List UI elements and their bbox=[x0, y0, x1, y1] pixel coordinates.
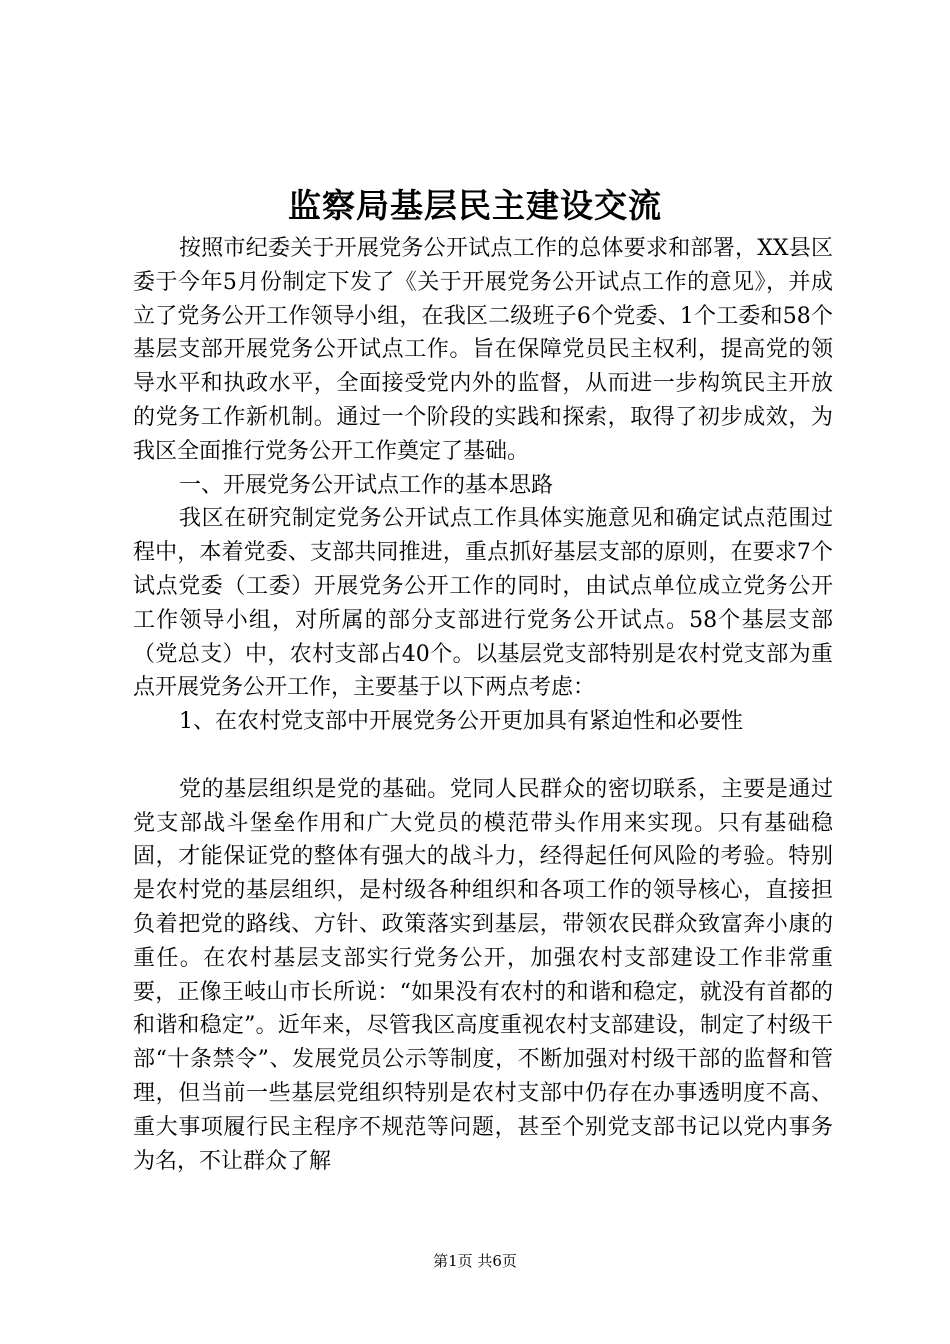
paragraph-intro: 按照市纪委关于开展党务公开试点工作的总体要求和部署，XX县区委于今年5月份制定下发了《关于开展党务公开试点工作的意见》，并成立了党务公开工作领导小组，在我区二级班子6个党委、1个工委和58个基层支部开展党务公开试点工作。旨在保障党员民主权利，提高党的领导水平和执政水平，全面接受党内外的监督，从而进一步构筑民主开放的党务工作新机制。通过一个阶段的实践和探索，取得了初步成效，为我区全面推行党务公开工作奠定了基础。 bbox=[133, 236, 833, 464]
document-body bbox=[133, 232, 833, 1178]
paragraph-approach: 我区在研究制定党务公开试点工作具体实施意见和确定试点范围过程中，本着党委、支部共同推进，重点抓好基层支部的原则，在要求7个试点党委（工委）开展党务公开工作的同时，由试点单位成立党务公开工作领导小组，对所属的部分支部进行党务公开试点。58个基层支部（党总支）中，农村支部占40个。以基层党支部特别是农村党支部为重点开展党务公开工作，主要基于以下两点考虑： bbox=[133, 506, 833, 701]
paragraph-rural-branches: 党的基层组织是党的基础。党同人民群众的密切联系，主要是通过党支部战斗堡垒作用和广大党员的模范带头作用来实现。只有基础稳固，才能保证党的整体有强大的战斗力，经得起任何风险的考验。特别是农村党的基层组织，是村级各种组织和各项工作的领导核心，直接担负着把党的路线、方针、政策落实到基层，带领农民群众致富奔小康的重任。在农村基层支部实行党务公开，加强农村支部建设工作非常重要，正像王岐山市长所说：“如果没有农村的和谐和稳定，就没有首都的和谐和稳定”。近年来，尽管我区高度重视农村支部建设，制定了村级干部“十条禁令”、发展党员公示等制度，不断加强对村级干部的监督和管理，但当前一些基层党组织特别是农村支部中仍存在办事透明度不高、重大事项履行民主程序不规范等问题，甚至个别党支部书记以党内事务为名，不让群众了解 bbox=[133, 776, 833, 1174]
blank-line bbox=[133, 739, 833, 773]
page-number-footer: 第1页 共6页 bbox=[433, 1252, 517, 1270]
subsection-heading-1: 1、在农村党支部中开展党务公开更加具有紧迫性和必要性 bbox=[179, 709, 743, 735]
section-heading-1: 一、开展党务公开试点工作的基本思路 bbox=[179, 472, 554, 498]
document-title: 监察局基层民主建设交流 bbox=[288, 186, 662, 225]
